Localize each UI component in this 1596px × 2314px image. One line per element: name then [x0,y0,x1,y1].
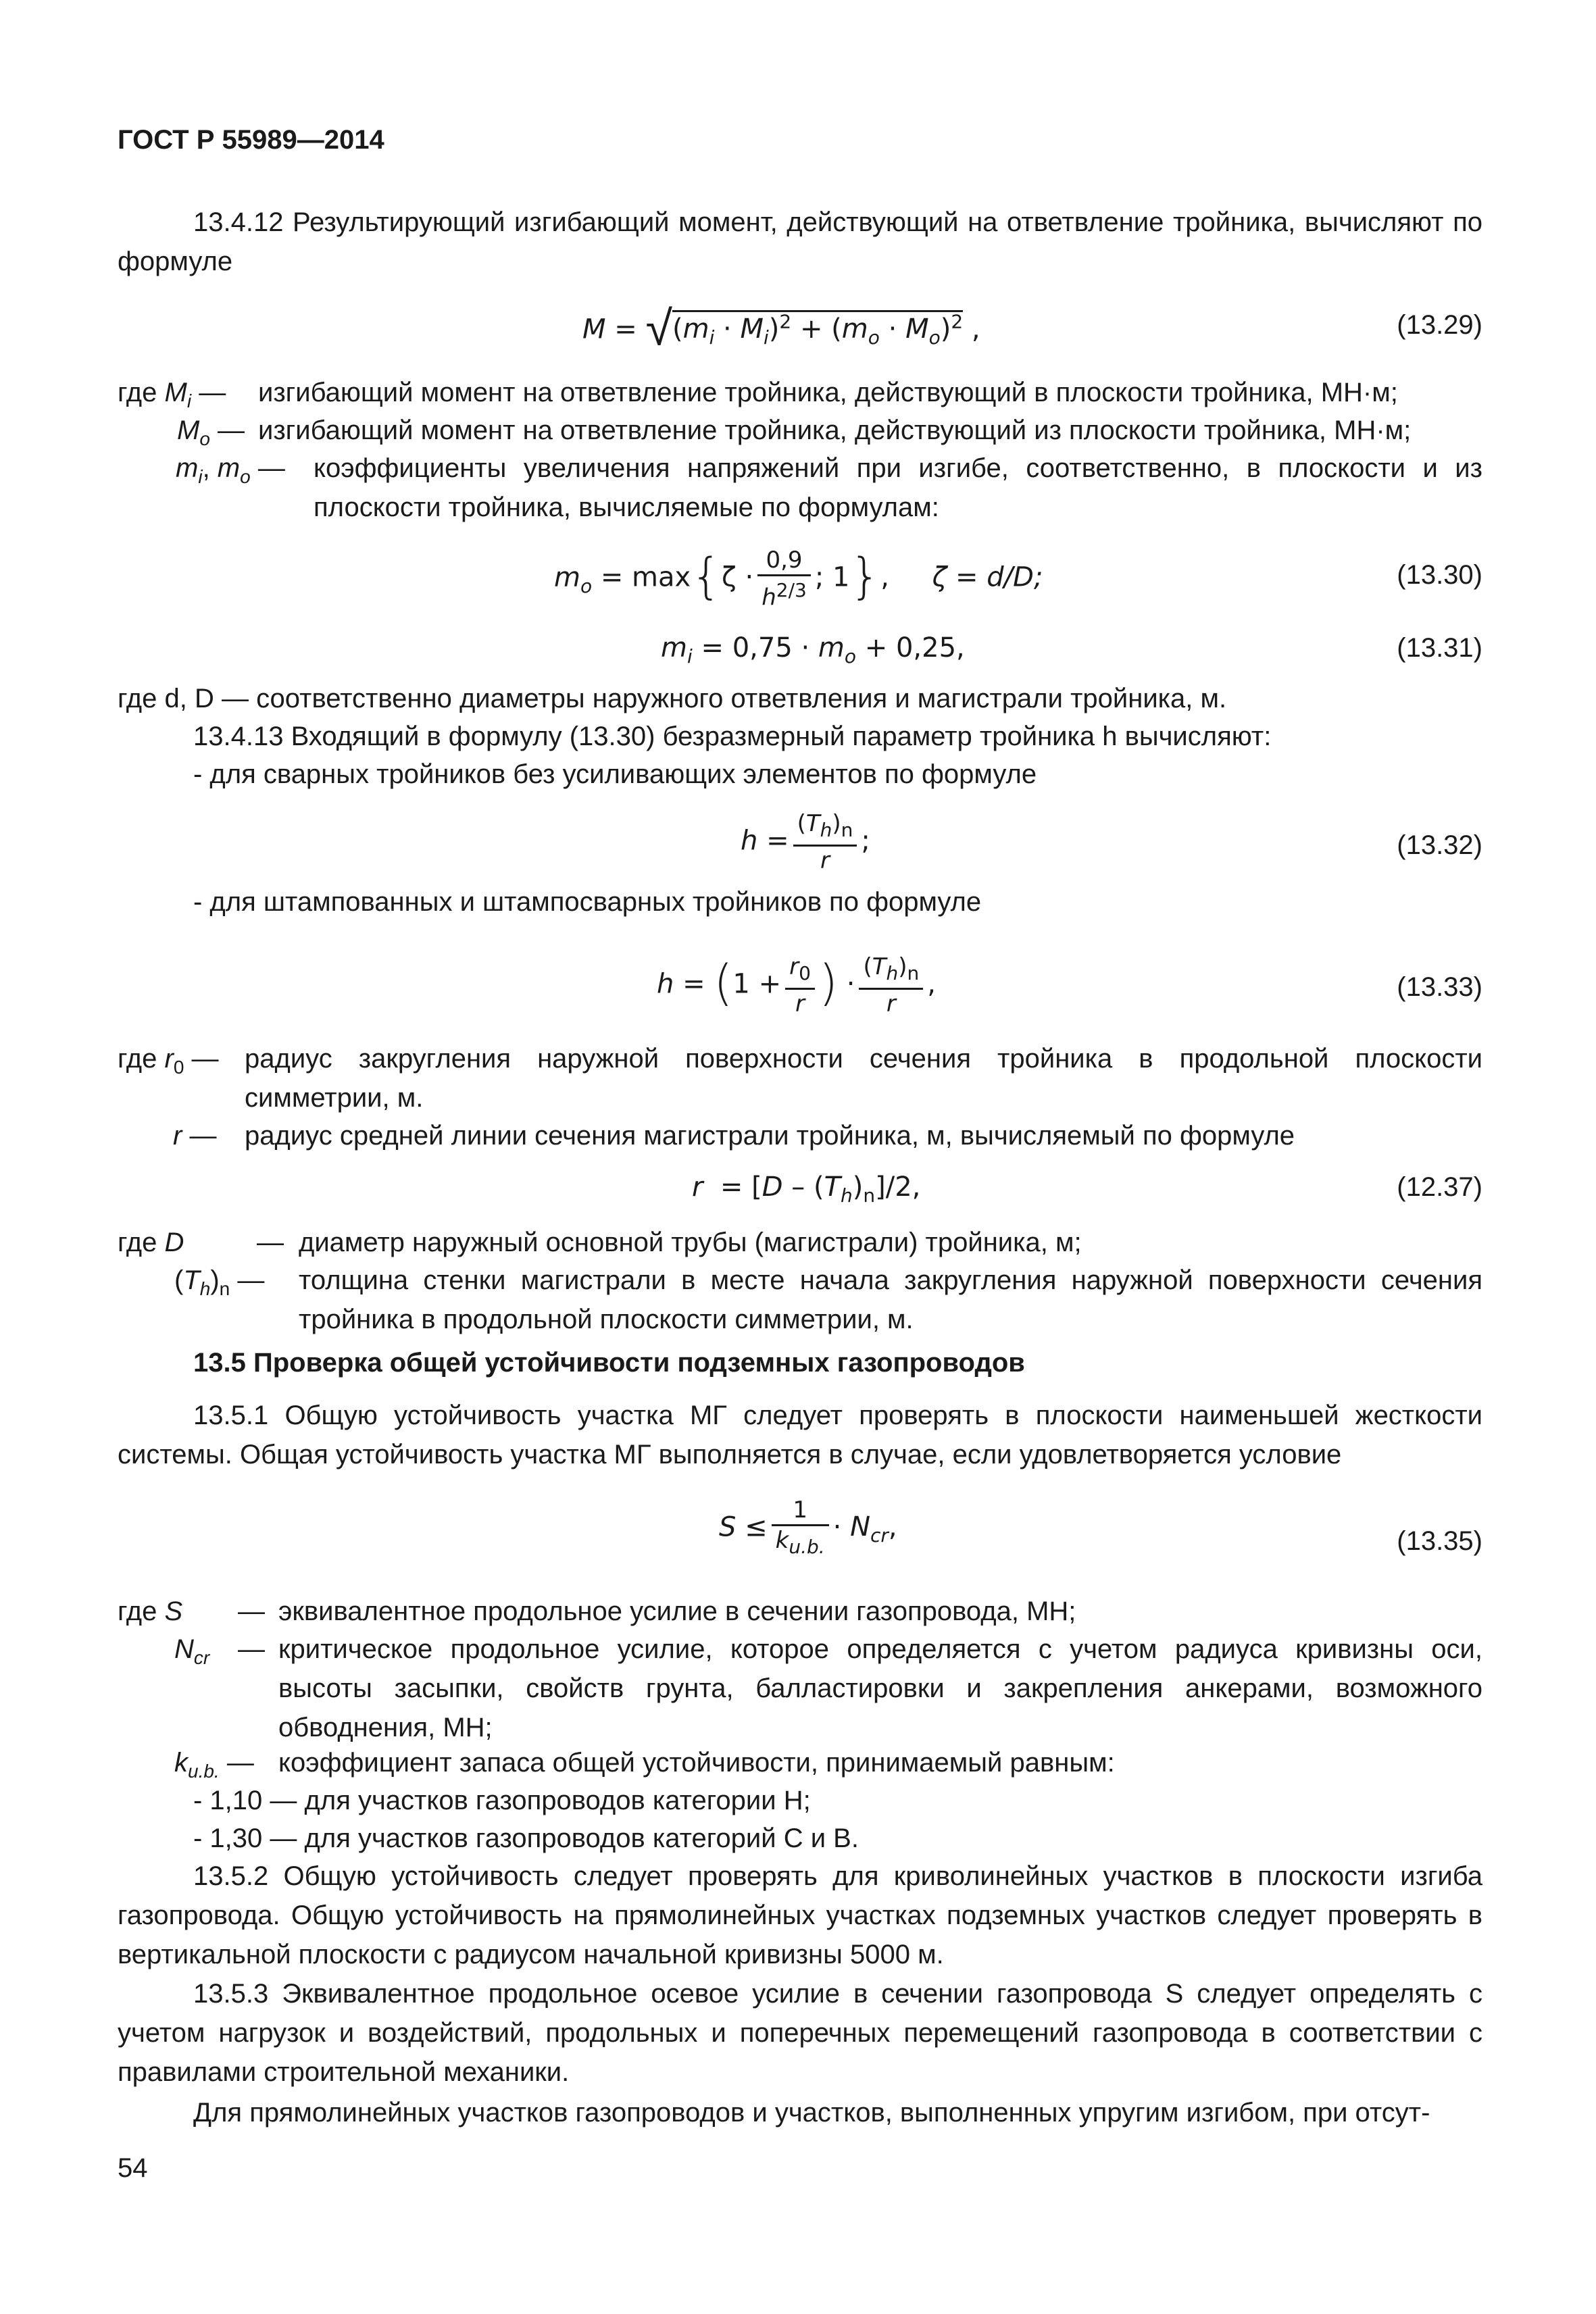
definition-Th: толщина стенки магистрали в месте начала закругления наружной поверхности сечения тройника в продольной плоскости симметрии, м. [299,1265,1482,1334]
formula-12-37: $r = [D - (T_h)_n]/2$, [692,1172,921,1207]
where-label: где $M_i$ — [118,378,226,411]
list-item-category-N: - 1,10 — для участков газопроводов категории Н; [193,1786,811,1815]
document-page: ГОСТ Р 55989—2014 13.4.12 Результирующий изгибающий момент, действующий на ответвление тройника, вычисляют по формуле $M = √(m_i \cdot M_i)^2 + (m_o \cdot M_o)^2$ , (13.29) где $M_i$ — изгибающий момент на ответвление тройника, действующий в плоскости тройника, МН·м; $M_o$ — изгибающий момент на ответвление тройника, действующий из плоскости тройника, МН·м; $m_i$, $m_o$ — коэффициенты увеличения напряжений при изгибе, соответственно, в плоскости и из плоскости тройника, вычисляемые по формулам: $m_o = \max\{\zeta$ · $\frac{0,9}{h^{2/3}}$ ; 1}, ζ = d/D; (13.30) $m_i = 0,75 \cdot m_o + 0,25$, (13.31) где d, D — соответственно диаметры наружного ответвления и магистрали тройника, м. 13.4.13 Входящий в формулу (13.30) безразмерный параметр тройника h вычисляют: - для сварных тройников без усиливающих элементов по формуле h = $\frac{(T_h)_n}{r}$ ; (13.32) - для штампованных и штампосварных тройников по формуле h = (1 + $\frac{r_0}{r}$ ) · $\frac{(T_h)_n}{r}$ , (13.33) где $r_0$ — радиус закругления наружной поверхности сечения тройника в продольной плоскости симметрии, м. r — радиус средней линии сечения магистрали тройника, м, вычисляемый по формуле $r = [D - (T_h)_n]/2$, (12.37) где D — диаметр наружный основной трубы (магистрали) тройника, м; $(T_h)_n$ — толщина стенки магистрали в месте начала закругления наружной поверхности сечения тройника в продольной плоскости симметрии, м. 13.5 Проверка общей устойчивости подземных газопроводов 13.5.1 Общую устойчивость участка МГ следует проверять в плоскости наименьшей жесткости системы. Общая устойчивость участка МГ выполняется в случае, если удовлетворяется условие S ≤ $\frac{1}{k_{u.b.}}$ · $N_{cr}$, (13.35) где S — эквивалентное продольное усилие в сечении газопровода, МН; $N_{cr}$ — критическое продольное усилие, которое определяется с учетом радиуса кривизны оси, высоты засыпки, свойств грунта, балластировки и закрепления анкерами, возможного обводнения, МН; $k_{u.b.}$ — коэффициент запаса общей устойчивости, принимаемый равным: - 1,10 — для участков газопроводов категории Н; - 1,30 — для участков газопроводов категорий С и В. 13.5.2 Общую устойчивость следует проверять для криволинейных участков в плоскости изгиба газопровода. Общую устойчивость на прямолинейных участках подземных участков следует проверять в вертикальной плоскости с радиусом начальной кривизны 5000 м. 13.5.3 Эквивалентное продольное осевое усилие в сечении газопровода S следует определять с учетом нагрузок и воздействий, продольных и поперечных перемещений газопровода в соответствии с правилами строительной механики. Для прямолинейных участков газопроводов и участков, выполненных упругим изгибом, при отсут- 54 [0,0,1596,2314]
formula-13-30: $m_o = \max\{\zeta$ · $\frac{0,9}{h^{2/3}}$ ; 1}, ζ = d/D; [554,547,1043,611]
page-number: 54 [118,2153,148,2183]
definition-coefficients: коэффициенты увеличения напряжений при изгибе, соответственно, в плоскости и из плоскости тройника, вычисляемые по формулам: [314,453,1482,522]
formula-number-13-32: (13.32) [1397,830,1482,860]
paragraph-13-4-12 [118,203,1482,281]
paragraph-last: Для прямолинейных участков газопроводов и участков, выполненных упругим изгибом, при отсут- [193,2098,1430,2128]
symbol-Th: $(T_h)_n$ — [174,1265,265,1299]
formula-number-13-35: (13.35) [1397,1526,1482,1556]
symbol-r0: где $r_0$ — [118,1044,219,1078]
formula-13-33: h = (1 + $\frac{r_0}{r}$ ) · $\frac{(T_h)_n}{r}$ , [657,953,936,1017]
definition-r: радиус средней линии сечения магистрали тройника, м, вычисляемый по формуле [245,1121,1295,1151]
document-header: ГОСТ Р 55989—2014 [118,125,384,155]
paragraph-13-4-13: 13.4.13 Входящий в формулу (13.30) безразмерный параметр тройника h вычисляют: [193,722,1272,751]
paragraph-13-5-2: 13.5.2 Общую устойчивость следует проверять для криволинейных участков в плоскости изгиба газопровода. Общую устойчивость на прямолинейных участках подземных участков следует проверять в вертикальной плоскости с радиусом начальной кривизны 5000 м. [118,1861,1482,1969]
symbol-r: r — [173,1121,217,1151]
symbol-Mo: $M_o$ — [177,416,245,449]
definition-Mo: изгибающий момент на ответвление тройника, действующий из плоскости тройника, МН·м; [258,416,1412,445]
formula-number-13-33: (13.33) [1397,972,1482,1002]
formula-13-29: $M = √(m_i \cdot M_i)^2 + (m_o \cdot M_o)^2$ , [582,299,980,357]
formula-number-13-31: (13.31) [1397,633,1482,663]
paragraph-13-5-1: 13.5.1 Общую устойчивость участка МГ следует проверять в плоскости наименьшей жесткости системы. Общая устойчивость участка МГ выполняется в случае, если удовлетворяется условие [118,1401,1482,1469]
formula-13-35: S ≤ $\frac{1}{k_{u.b.}}$ · $N_{cr}$, [719,1496,897,1558]
symbol-S: где S [118,1596,183,1626]
list-item-stamped: - для штампованных и штампосварных тройников по формуле [193,887,982,917]
formula-number-12-37: (12.37) [1397,1172,1482,1202]
formula-number-13-29: (13.29) [1397,310,1482,340]
definition-Ncr: критическое продольное усилие, которое определяется с учетом радиуса кривизны оси, высоты засыпки, свойств грунта, балластировки и закрепления анкерами, возможного обводнения, МН; [278,1634,1482,1742]
symbol-kub: $k_{u.b.}$ — [174,1748,254,1782]
definition-kub: коэффициент запаса общей устойчивости, принимаемый равным: [278,1748,1115,1778]
symbol-mi-mo: $m_i$, $m_o$ — [176,453,285,487]
formula-number-13-30: (13.30) [1397,560,1482,590]
definition-S: эквивалентное продольное усилие в сечении газопровода, МН; [278,1596,1076,1626]
definition-d-D: где d, D — соответственно диаметры наружного ответвления и магистрали тройника, м. [118,684,1227,713]
definition-r0: радиус закругления наружной поверхности сечения тройника в продольной плоскости симметрии, м. [245,1044,1482,1113]
paragraph-text: 13.4.12 Результирующий изгибающий момент, действующий на ответвление тройника, вычисляют по формуле [118,207,1482,276]
definition-Mi: изгибающий момент на ответвление тройника, действующий в плоскости тройника, МН·м; [258,378,1398,407]
symbol-D: где D [118,1228,184,1257]
definition-D: диаметр наружный основной трубы (магистрали) тройника, м; [299,1228,1082,1257]
paragraph-13-5-3: 13.5.3 Эквивалентное продольное осевое усилие в сечении газопровода S следует определять с учетом нагрузок и воздействий, продольных и поперечных перемещений газопровода в соответствии с правилами строительной механики. [118,1979,1482,2087]
list-item-category-C-B: - 1,30 — для участков газопроводов категорий С и В. [193,1823,859,1853]
symbol-Ncr: $N_{cr}$ [174,1634,210,1668]
section-heading-13-5: 13.5 Проверка общей устойчивости подземных газопроводов [193,1348,1025,1378]
formula-13-31: $m_i = 0,75 \cdot m_o + 0,25$, [661,632,965,668]
list-item-welded: - для сварных тройников без усиливающих элементов по формуле [193,759,1037,789]
formula-13-32: h = $\frac{(T_h)_n}{r}$ ; [741,810,870,874]
